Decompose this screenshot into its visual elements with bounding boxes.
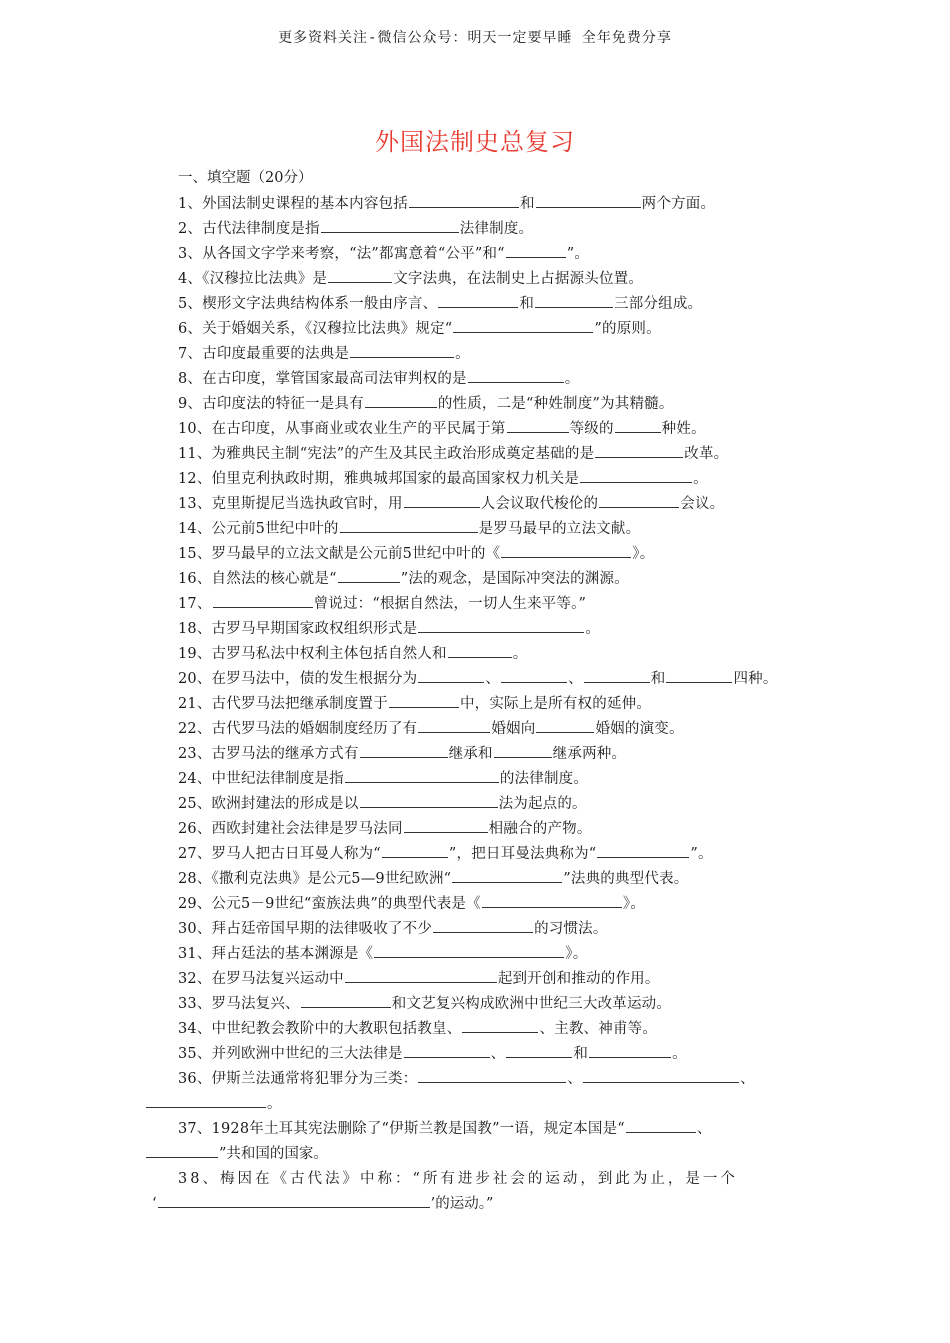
question-31: 31、拜占廷法的基本渊源是《 》。 <box>178 942 587 963</box>
blank <box>536 718 594 733</box>
question-34: 34、中世纪教会教阶中的大教职包括教皇、 、主教、神甫等。 <box>178 1017 657 1038</box>
question-9: 9、古印度法的特征一是具有 的性质，二是“种姓制度”为其精髓。 <box>178 392 674 413</box>
question-17: 17、 曾说过：“根据自然法，一切人生来平等。” <box>178 592 586 613</box>
question-4: 4、《汉穆拉比法典》是 文字法典，在法制史上占据源头位置。 <box>178 267 643 288</box>
question-30: 30、拜占廷帝国早期的法律吸收了不少 的习惯法。 <box>178 917 608 938</box>
question-38-cont: ‘ ’的运动。” <box>152 1192 493 1213</box>
blank <box>452 868 562 883</box>
blank <box>146 1143 218 1158</box>
question-7: 7、古印度最重要的法典是 。 <box>178 342 470 363</box>
blank <box>338 568 400 583</box>
blank <box>433 918 533 933</box>
question-6: 6、关于婚姻关系，《汉穆拉比法典》规定“ ”的原则。 <box>178 317 661 338</box>
blank <box>626 1118 696 1133</box>
question-35: 35、并列欧洲中世纪的三大法律是 、 和 。 <box>178 1042 687 1063</box>
question-24: 24、中世纪法律制度是指 的法律制度。 <box>178 767 588 788</box>
blank <box>507 418 569 433</box>
question-5: 5、楔形文字法典结构体系一般由序言、 和 三部分组成。 <box>178 292 702 313</box>
question-25: 25、欧洲封建法的形成是以 法为起点的。 <box>178 792 587 813</box>
blank <box>462 1018 538 1033</box>
section-heading: 一、填空题（20分） <box>178 170 313 186</box>
question-8: 8、在古印度，掌管国家最高司法审判权的是 。 <box>178 367 579 388</box>
question-3: 3、从各国文字学来考察，“法”都寓意着“公平”和“ ”。 <box>178 242 589 263</box>
blank <box>146 1093 266 1108</box>
blank <box>595 443 683 458</box>
blank <box>345 768 499 783</box>
blank <box>360 793 498 808</box>
question-18: 18、古罗马早期国家政权组织形式是 。 <box>178 617 600 638</box>
blank <box>360 743 448 758</box>
question-38: 38、梅因在《古代法》中称：“所有进步社会的运动，到此为止，是一个 <box>178 1171 738 1187</box>
blank <box>583 1068 739 1083</box>
blank <box>328 268 392 283</box>
question-20: 20、在罗马法中，债的发生根据分为 、 、 和 四种。 <box>178 667 778 688</box>
blank <box>615 418 661 433</box>
question-19: 19、古罗马私法中权利主体包括自然人和 。 <box>178 642 527 663</box>
question-29: 29、公元5－9世纪“蛮族法典”的典型代表是《 》。 <box>178 892 645 913</box>
blank <box>365 393 437 408</box>
blank <box>382 843 448 858</box>
question-37: 37、1928年土耳其宪法删除了“伊斯兰教是国教”一语，规定本国是“ 、 <box>178 1117 712 1138</box>
blank <box>536 193 641 208</box>
blank <box>301 993 391 1008</box>
blank <box>389 693 459 708</box>
blank <box>506 243 566 258</box>
blank <box>213 593 313 608</box>
page-title: 外国法制史总复习 <box>375 128 575 156</box>
blank <box>418 618 584 633</box>
question-1: 1、外国法制史课程的基本内容包括 和 两个方面。 <box>178 192 715 213</box>
question-15: 15、罗马最早的立法文献是公元前5世纪中叶的《 》。 <box>178 542 654 563</box>
blank <box>599 493 679 508</box>
blank <box>158 1193 430 1208</box>
blank <box>506 1043 572 1058</box>
blank <box>409 193 519 208</box>
blank <box>584 668 650 683</box>
blank <box>589 1043 671 1058</box>
header-note: 更多资料关注-微信公众号：明天一定要早睡 全年免费分享 <box>278 30 672 46</box>
question-28: 28、《撒利克法典》是公元5—9世纪欧洲“ ”法典的典型代表。 <box>178 867 688 888</box>
question-36-cont: 。 <box>145 1092 282 1113</box>
question-13: 13、克里斯提尼当选执政官时，用 人会议取代梭伦的 会议。 <box>178 492 724 513</box>
question-14: 14、公元前5世纪中叶的 是罗马最早的立法文献。 <box>178 517 640 538</box>
blank <box>501 543 631 558</box>
blank <box>597 843 689 858</box>
blank <box>666 668 732 683</box>
blank <box>418 1068 566 1083</box>
blank <box>404 493 480 508</box>
question-33: 33、罗马法复兴、 和文艺复兴构成欧洲中世纪三大改革运动。 <box>178 992 671 1013</box>
blank <box>482 893 622 908</box>
blank <box>404 818 488 833</box>
question-27: 27、罗马人把古日耳曼人称为“ ”，把日耳曼法典称为“ ”。 <box>178 842 713 863</box>
blank <box>501 668 567 683</box>
question-32: 32、在罗马法复兴运动中 起到开创和推动的作用。 <box>178 967 660 988</box>
question-21: 21、古代罗马法把继承制度置于 中，实际上是所有权的延伸。 <box>178 692 651 713</box>
blank <box>580 468 692 483</box>
blank <box>418 668 484 683</box>
blank <box>468 368 564 383</box>
blank <box>535 293 613 308</box>
question-23: 23、古罗马法的继承方式有 继承和 继承两种。 <box>178 742 626 763</box>
question-16: 16、自然法的核心就是“ ”法的观念，是国际冲突法的渊源。 <box>178 567 629 588</box>
question-11: 11、为雅典民主制“宪法”的产生及其民主政治形成奠定基础的是 改革。 <box>178 442 728 463</box>
blank <box>374 943 564 958</box>
question-10: 10、在古印度，从事商业或农业生产的平民属于第 等级的 种姓。 <box>178 417 706 438</box>
blank <box>418 718 490 733</box>
question-36: 36、伊斯兰法通常将犯罪分为三类： 、 、 <box>178 1067 755 1088</box>
blank <box>438 293 518 308</box>
question-2: 2、古代法律制度是指 法律制度。 <box>178 217 533 238</box>
question-37-cont: ”共和国的国家。 <box>145 1142 328 1163</box>
blank <box>345 968 497 983</box>
blank <box>321 218 459 233</box>
blank <box>404 1043 490 1058</box>
blank <box>350 343 454 358</box>
question-26: 26、西欧封建社会法律是罗马法同 相融合的产物。 <box>178 817 592 838</box>
question-22: 22、古代罗马法的婚姻制度经历了有 婚姻向 婚姻的演变。 <box>178 717 684 738</box>
blank <box>453 318 593 333</box>
blank <box>494 743 552 758</box>
blank <box>340 518 478 533</box>
blank <box>448 643 512 658</box>
question-12: 12、伯里克利执政时期，雅典城邦国家的最高国家权力机关是 。 <box>178 467 708 488</box>
